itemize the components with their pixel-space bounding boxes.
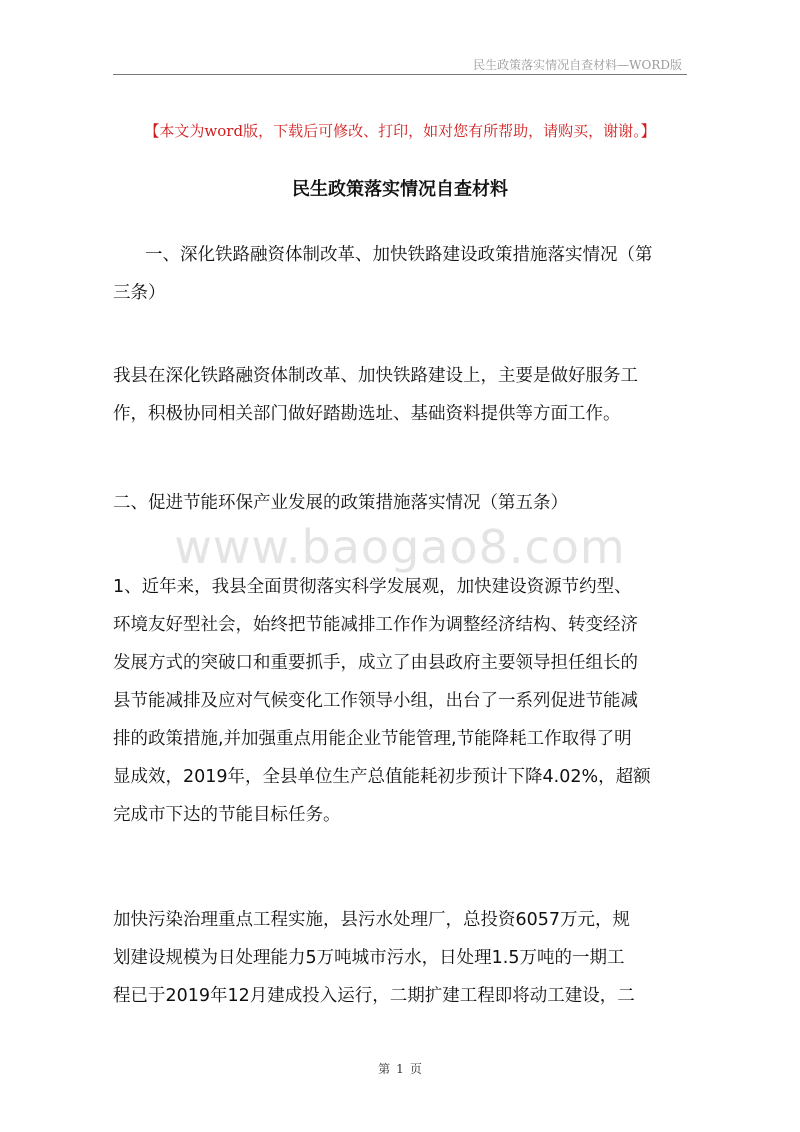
running-header: 民生政策落实情况自查材料—WORD版 [473,58,682,72]
text-line: 完成市下达的节能目标任务。 [113,805,341,825]
body-paragraph-2 [113,568,687,834]
text-line: 程已于2019年12月建成投入运行，二期扩建工程即将动工建设，二 [113,986,635,1006]
text-line: 发展方式的突破口和重要抓手，成立了由县政府主要领导担任组长的 [113,653,638,673]
page-prefix: 第 [378,1062,391,1076]
page-number: 1 [396,1062,404,1076]
text-line: 排的政策措施,并加强重点用能企业节能管理,节能降耗工作取得了明 [113,729,632,749]
header-divider [113,74,687,75]
page-footer [0,1060,800,1077]
text-line: 一、深化铁路融资体制改革、加快铁路建设政策措施落实情况（第 [145,245,653,265]
section-heading-2 [113,484,687,522]
watermark: www.baogao8.com [174,520,626,574]
body-paragraph-3 [113,901,687,1015]
text-line: 划建设规模为日处理能力5万吨城市污水，日处理1.5万吨的一期工 [113,948,625,968]
text-line: 1、近年来，我县全面贯彻落实科学发展观，加快建设资源节约型、 [113,577,632,597]
text-line: 环境友好型社会，始终把节能减排工作作为调整经济结构、转变经济 [113,615,638,635]
page-suffix: 页 [409,1062,422,1076]
text-line: 三条） [113,283,166,303]
text-line: 加快污染治理重点工程实施，县污水处理厂，总投资6057万元，规 [113,910,631,930]
text-line: 显成效，2019年，全县单位生产总值能耗初步预计下降4.02%，超额 [113,767,651,787]
section-heading-1 [113,236,687,312]
text-line: 作，积极协同相关部门做好踏勘选址、基础资料提供等方面工作。 [113,404,621,424]
text-line: 二、促进节能环保产业发展的政策措施落实情况（第五条） [113,493,568,513]
download-notice: 【本文为word版，下载后可修改、打印，如对您有所帮助，请购买，谢谢。】 [144,122,656,140]
text-line: 我县在深化铁路融资体制改革、加快铁路建设上，主要是做好服务工 [113,366,638,386]
body-paragraph-1 [113,357,687,433]
text-line: 县节能减排及应对气候变化工作领导小组，出台了一系列促进节能减 [113,691,638,711]
document-title: 民生政策落实情况自查材料 [292,179,508,200]
